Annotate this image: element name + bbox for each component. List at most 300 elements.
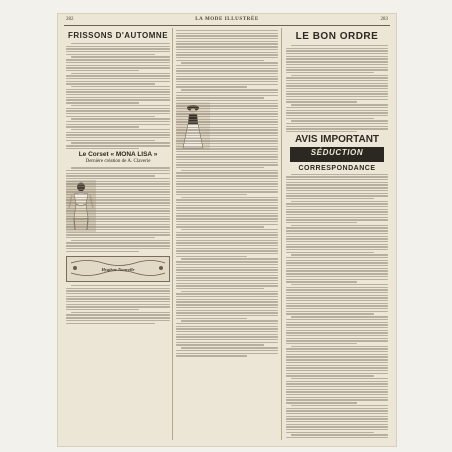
text-line	[176, 283, 278, 284]
text-line	[176, 49, 278, 50]
text-line	[66, 306, 170, 307]
text-line	[176, 342, 278, 343]
text-line	[71, 86, 170, 87]
text-line	[286, 262, 388, 263]
text-line	[66, 116, 155, 117]
text-line	[286, 413, 388, 414]
text-line	[286, 311, 388, 312]
text-line	[66, 54, 155, 55]
text-line	[176, 256, 247, 257]
seduction-banner	[290, 147, 384, 162]
text-line	[286, 359, 388, 360]
text-line	[176, 272, 278, 273]
text-line	[176, 60, 264, 61]
text-line	[176, 264, 278, 265]
text-line	[286, 176, 388, 177]
text-line	[176, 113, 278, 114]
text-line	[176, 81, 278, 82]
text-line	[66, 124, 170, 125]
text-line	[286, 219, 388, 220]
text-line	[176, 331, 278, 332]
hygiene-body	[66, 285, 170, 324]
text-line	[71, 285, 170, 286]
text-line	[286, 96, 388, 97]
text-line	[286, 281, 357, 282]
text-line	[66, 145, 170, 146]
text-line	[286, 338, 388, 339]
text-line	[286, 424, 388, 425]
hygiene-ornament-panel	[66, 256, 170, 282]
avis-heading: AVIS IMPORTANT	[294, 133, 380, 145]
text-line	[286, 356, 388, 357]
text-line	[66, 296, 170, 297]
text-line	[176, 199, 278, 200]
text-line	[176, 151, 278, 152]
text-line	[176, 318, 247, 319]
text-line	[286, 211, 388, 212]
text-line	[286, 91, 388, 92]
text-line	[291, 174, 388, 175]
text-line	[176, 194, 247, 195]
text-line	[286, 391, 388, 392]
text-line	[176, 70, 278, 71]
text-line	[66, 323, 155, 324]
text-line	[176, 164, 278, 165]
text-line	[286, 386, 388, 387]
text-line	[286, 292, 388, 293]
text-line	[286, 289, 388, 290]
text-line	[176, 167, 264, 168]
text-line	[286, 416, 388, 417]
text-line	[286, 227, 388, 228]
text-line	[66, 301, 170, 302]
text-line	[66, 210, 170, 211]
text-line	[176, 339, 278, 340]
text-line	[176, 97, 264, 98]
text-line	[286, 305, 388, 306]
text-line	[286, 324, 388, 325]
text-line	[66, 224, 170, 225]
text-line	[66, 251, 139, 252]
text-line	[176, 355, 247, 356]
text-line	[66, 48, 170, 49]
text-line	[286, 48, 388, 49]
text-line	[291, 201, 388, 202]
text-line	[176, 301, 278, 302]
text-line	[286, 332, 388, 333]
text-line	[286, 432, 374, 433]
magazine-title: LA MODE ILLUSTRÉE	[195, 17, 259, 22]
text-line	[66, 102, 139, 103]
text-line	[66, 70, 139, 71]
text-line	[176, 269, 278, 270]
text-line	[176, 215, 278, 216]
text-line	[291, 104, 388, 105]
text-line	[176, 35, 278, 36]
text-line	[286, 303, 388, 304]
text-line	[176, 226, 264, 227]
text-line	[66, 89, 170, 90]
text-line	[66, 191, 170, 192]
text-line	[286, 313, 374, 314]
text-line	[66, 216, 170, 217]
column-middle	[176, 30, 278, 438]
text-line	[176, 232, 278, 233]
text-line	[66, 97, 170, 98]
text-line	[176, 353, 278, 354]
corset-subheading: Dernière création de A. Claverie	[85, 159, 151, 165]
text-line	[176, 240, 278, 241]
text-line	[176, 38, 278, 39]
text-line	[286, 279, 388, 280]
text-line	[66, 288, 170, 289]
text-line	[176, 315, 278, 316]
text-line	[291, 405, 388, 406]
text-line	[66, 234, 170, 235]
text-line	[66, 121, 170, 122]
text-line	[286, 128, 388, 129]
text-line	[176, 175, 278, 176]
text-line	[286, 233, 388, 234]
text-line	[66, 175, 155, 176]
correspondance-body	[286, 174, 388, 438]
text-line	[176, 103, 278, 104]
text-line	[176, 296, 278, 297]
frissons-heading: FRISSONS D'AUTOMNE	[67, 31, 169, 40]
text-line	[176, 186, 278, 187]
text-line	[176, 68, 278, 69]
text-line	[176, 181, 278, 182]
text-line	[286, 83, 388, 84]
bon-ordre-body	[286, 45, 388, 132]
text-line	[286, 343, 357, 344]
magazine-page	[58, 14, 396, 446]
text-line	[286, 327, 388, 328]
text-line	[286, 249, 388, 250]
column-rule	[172, 28, 173, 440]
text-line	[286, 112, 388, 113]
text-line	[176, 191, 278, 192]
text-line	[176, 140, 278, 141]
text-line	[176, 127, 278, 128]
text-line	[286, 198, 374, 199]
text-line	[286, 373, 388, 374]
text-line	[286, 270, 388, 271]
text-line	[176, 328, 278, 329]
text-line	[286, 418, 388, 419]
text-line	[71, 240, 170, 241]
correspondance-heading: CORRESPONDANCE	[298, 164, 376, 172]
text-line	[286, 222, 357, 223]
middle-body-mid	[176, 100, 278, 357]
text-line	[176, 205, 278, 206]
text-line	[71, 129, 170, 130]
text-line	[286, 64, 388, 65]
text-line	[176, 172, 278, 173]
text-line	[286, 179, 388, 180]
text-line	[286, 123, 388, 124]
text-line	[286, 308, 388, 309]
text-line	[286, 268, 388, 269]
text-line	[291, 378, 388, 379]
text-line	[286, 50, 388, 51]
text-line	[286, 182, 388, 183]
text-line	[286, 61, 388, 62]
text-line	[176, 299, 278, 300]
text-line	[66, 83, 155, 84]
text-line	[176, 293, 278, 294]
text-line	[291, 120, 388, 121]
text-line	[286, 394, 388, 395]
text-line	[176, 213, 278, 214]
text-line	[71, 105, 170, 106]
text-line	[286, 206, 388, 207]
text-line	[71, 312, 170, 313]
text-line	[176, 111, 278, 112]
text-line	[176, 183, 278, 184]
text-line	[176, 52, 278, 53]
text-line	[176, 285, 278, 286]
text-line	[286, 335, 388, 336]
text-line	[66, 320, 170, 321]
text-line	[176, 156, 278, 157]
text-line	[286, 77, 388, 78]
text-line	[286, 367, 388, 368]
corset-heading: Le Corset « MONA LISA »	[78, 151, 158, 159]
text-line	[176, 92, 278, 93]
text-line	[66, 245, 170, 246]
text-line	[286, 53, 388, 54]
text-line	[286, 370, 388, 371]
text-line	[286, 58, 388, 59]
text-line	[176, 350, 278, 351]
text-line	[66, 248, 170, 249]
hygiene-caption: Hygiène Nouvelle	[101, 266, 135, 272]
text-line	[176, 250, 278, 251]
column-right	[286, 30, 388, 438]
text-line	[291, 316, 388, 317]
text-line	[176, 280, 278, 281]
text-line	[286, 93, 388, 94]
text-line	[176, 323, 278, 324]
text-line	[176, 57, 278, 58]
text-line	[66, 298, 170, 299]
text-line	[66, 218, 170, 219]
text-line	[286, 131, 357, 132]
text-line	[66, 304, 170, 305]
text-line	[176, 207, 278, 208]
text-line	[66, 78, 170, 79]
text-line	[286, 362, 388, 363]
text-line	[66, 170, 170, 171]
text-line	[181, 197, 278, 198]
text-line	[286, 56, 388, 57]
text-line	[286, 184, 388, 185]
text-line	[176, 288, 264, 289]
text-line	[286, 67, 388, 68]
text-line	[286, 88, 388, 89]
seduction-word: SÉDUCTION	[310, 147, 364, 157]
corset-body	[66, 167, 170, 252]
text-line	[286, 257, 388, 258]
text-line	[176, 129, 278, 130]
text-line	[176, 84, 278, 85]
text-line	[286, 118, 374, 119]
text-line	[286, 244, 388, 245]
text-line	[66, 113, 170, 114]
text-line	[286, 273, 388, 274]
text-line	[181, 229, 278, 230]
text-line	[66, 140, 155, 141]
header-rule	[64, 25, 390, 26]
text-line	[66, 197, 170, 198]
text-line	[66, 208, 170, 209]
text-line	[66, 110, 170, 111]
text-line	[286, 252, 374, 253]
text-line	[286, 187, 388, 188]
text-line	[176, 65, 278, 66]
text-line	[66, 91, 170, 92]
text-line	[176, 253, 278, 254]
text-line	[176, 105, 278, 106]
text-line	[66, 99, 170, 100]
text-line	[286, 230, 388, 231]
text-line	[176, 43, 278, 44]
text-line	[66, 237, 155, 238]
text-line	[66, 126, 139, 127]
text-line	[176, 121, 278, 122]
text-line	[176, 41, 278, 42]
text-line	[286, 319, 388, 320]
text-line	[286, 101, 357, 102]
text-line	[176, 132, 278, 133]
text-line	[176, 326, 278, 327]
text-line	[176, 86, 247, 87]
text-line	[176, 33, 278, 34]
text-line	[181, 347, 278, 348]
page-number-left: 282	[66, 17, 74, 22]
text-line	[181, 170, 278, 171]
text-line	[66, 232, 170, 233]
text-line	[286, 300, 388, 301]
text-line	[176, 261, 278, 262]
text-line	[286, 260, 388, 261]
text-line	[176, 245, 278, 246]
text-line	[286, 236, 388, 237]
text-line	[286, 241, 388, 242]
text-line	[176, 304, 278, 305]
text-line	[66, 46, 170, 47]
text-line	[66, 202, 170, 203]
text-line	[176, 135, 278, 136]
text-line	[66, 132, 170, 133]
page-number-right: 283	[380, 17, 388, 22]
text-line	[176, 54, 278, 55]
text-line	[66, 51, 170, 52]
text-line	[176, 221, 278, 222]
text-line	[286, 402, 357, 403]
text-line	[176, 95, 278, 96]
text-line	[66, 317, 170, 318]
text-line	[176, 242, 278, 243]
text-line	[66, 148, 139, 149]
text-line	[286, 209, 388, 210]
text-line	[176, 248, 278, 249]
text-line	[176, 336, 278, 337]
text-line	[176, 202, 278, 203]
text-line	[66, 81, 170, 82]
text-line	[66, 309, 139, 310]
column-rule	[281, 28, 282, 440]
text-line	[176, 73, 278, 74]
running-head	[66, 17, 388, 25]
text-line	[66, 189, 170, 190]
text-line	[66, 65, 170, 66]
text-line	[286, 193, 388, 194]
text-line	[286, 246, 388, 247]
text-line	[66, 67, 170, 68]
text-line	[291, 254, 388, 255]
text-line	[286, 351, 388, 352]
text-line	[286, 399, 388, 400]
text-line	[66, 199, 170, 200]
text-line	[71, 118, 170, 119]
text-line	[176, 344, 264, 345]
text-line	[286, 375, 374, 376]
text-line	[286, 410, 388, 411]
text-line	[176, 148, 278, 149]
text-line	[71, 167, 170, 168]
text-line	[176, 312, 278, 313]
text-line	[291, 225, 388, 226]
text-line	[286, 217, 388, 218]
text-line	[286, 397, 388, 398]
text-line	[291, 284, 388, 285]
text-line	[286, 203, 388, 204]
text-line	[286, 381, 388, 382]
text-line	[71, 56, 170, 57]
text-line	[286, 126, 388, 127]
text-line	[66, 137, 170, 138]
text-line	[176, 76, 278, 77]
text-line	[176, 138, 278, 139]
text-line	[71, 142, 170, 143]
text-line	[176, 277, 278, 278]
text-line	[286, 354, 388, 355]
text-line	[176, 224, 278, 225]
text-line	[176, 154, 278, 155]
text-line	[66, 293, 170, 294]
text-line	[176, 218, 278, 219]
text-line	[286, 330, 388, 331]
middle-body-top	[176, 30, 278, 99]
text-line	[286, 348, 388, 349]
text-line	[286, 72, 374, 73]
text-line	[176, 189, 278, 190]
bon-ordre-heading: LE BON ORDRE	[295, 31, 379, 42]
text-line	[176, 334, 278, 335]
frissons-body	[66, 43, 170, 149]
text-line	[176, 310, 278, 311]
text-line	[66, 181, 170, 182]
text-line	[286, 389, 388, 390]
text-line	[286, 80, 388, 81]
text-line	[286, 214, 388, 215]
text-line	[181, 320, 278, 321]
text-line	[181, 291, 278, 292]
text-line	[66, 134, 170, 135]
text-line	[286, 340, 388, 341]
